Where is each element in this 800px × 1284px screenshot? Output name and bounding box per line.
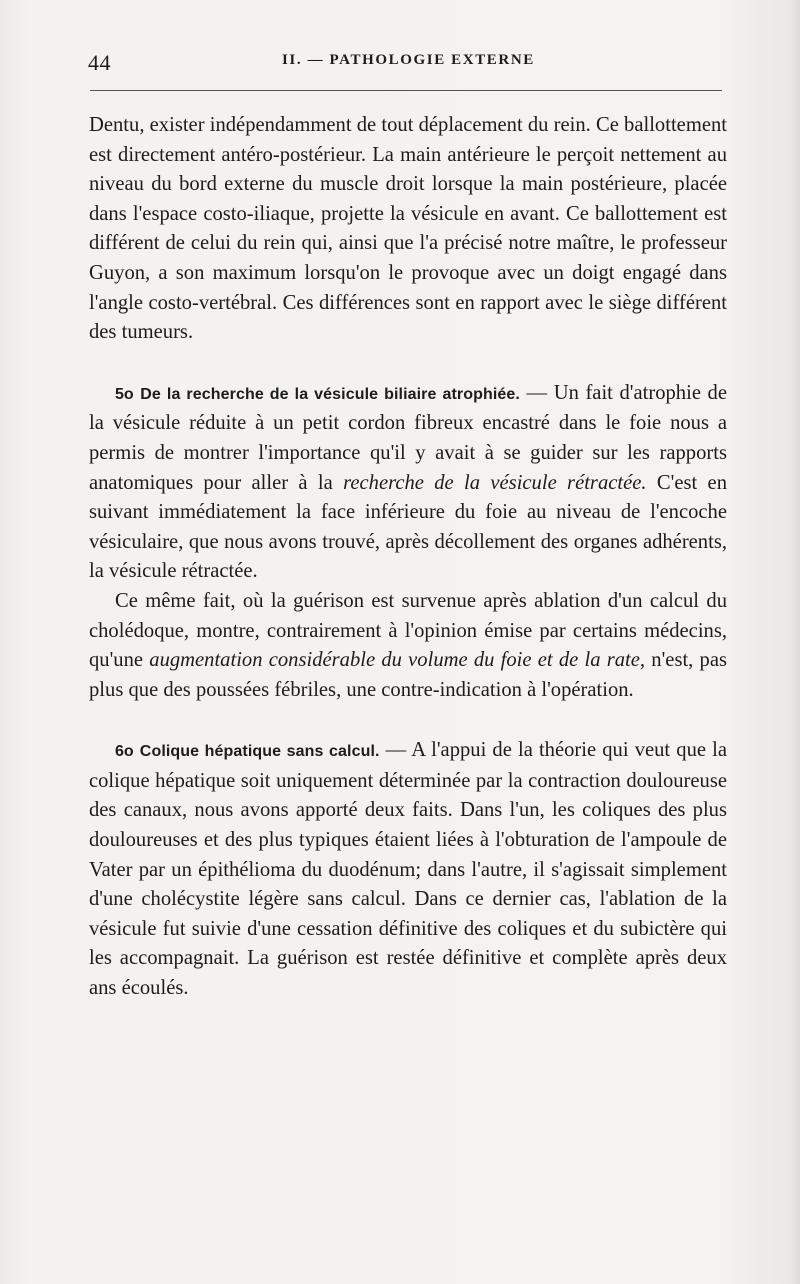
section-5-number: 5o — [115, 385, 134, 403]
page-header — [88, 50, 728, 74]
paragraph-3-text-b: n'est, pas plus que des poussées fébriles, une contre-indication à l'opération. — [89, 649, 728, 701]
section-5-text-a: — Un fait d'atrophie de la vésicule réduite à un petit cordon fibreux encastré dans le foie nous a permis de montrer l'importance qu'il y avait à se guider sur les rapports anatomiques pour aller à la — [89, 381, 727, 494]
paragraph-3-emphasis: augmentation considérable du volume du foie et de la rate, — [149, 649, 646, 672]
header-rule — [90, 90, 722, 91]
section-6-title: Colique hépatique sans calcul. — [139, 743, 380, 761]
section-6-paragraph — [89, 736, 727, 1003]
paragraph-continuation: Dentu, exister indépendamment de tout déplacement du rein. Ce ballottement est directement antéro-postérieur. La main antérieure le perçoit nettement au niveau du bord externe du muscle droit lorsque la main postérieure, placée dans l'espace costo-iliaque, projette la vésicule en avant. Ce ballottement est différent de celui du rein qui, ainsi que l'a précisé notre maître, le professeur Guyon, a son maximum lorsqu'on le provoque avec un doigt engagé dans l'angle costo-vertébral. Ces différences sont en rapport avec le siège différent des tumeurs. — [89, 114, 727, 344]
body-text — [89, 111, 727, 1004]
page-number: 44 — [88, 50, 111, 75]
section-5-text-b: C'est en suivant immédiatement la face inférieure du foie au niveau de l'encoche vésiculaire, que nous avons trouvé, après décollement des organes adhérents, la vésicule rétractée. — [89, 471, 727, 583]
section-5-paragraph — [89, 379, 727, 587]
section-6-text: — A l'appui de la théorie qui veut que la colique hépatique soit uniquement déterminée par la contraction douloureuse des canaux, nous avons apporté deux faits. Dans l'un, les coliques des plus douloureuses et des plus typiques étaient liées à l'obturation de l'ampoule de Vater par un épithélioma du duodénum; dans l'autre, il s'agissait simplement d'une cholécystite légère sans calcul. Dans ce dernier cas, l'ablation de la vésicule fut suivie d'une cessation définitive des coliques et du subictère qui les accompagnait. La guérison est restée définitive et complète après deux ans écoulés. — [89, 739, 727, 1000]
section-5-title: De la recherche de la vésicule biliaire atrophiée. — [140, 385, 520, 403]
section-6-number: 6o — [115, 743, 134, 761]
section-5-emphasis: recherche de la vésicule rétractée. — [343, 471, 647, 494]
paragraph-3-text-a: Ce même fait, où la guérison est survenue après ablation d'un calcul du cholédoque, montre, contrairement à l'opinion émise par certains médecins, qu'une — [89, 589, 727, 672]
running-head: II. — PATHOLOGIE EXTERNE — [282, 52, 535, 68]
paragraph-3 — [89, 587, 727, 705]
